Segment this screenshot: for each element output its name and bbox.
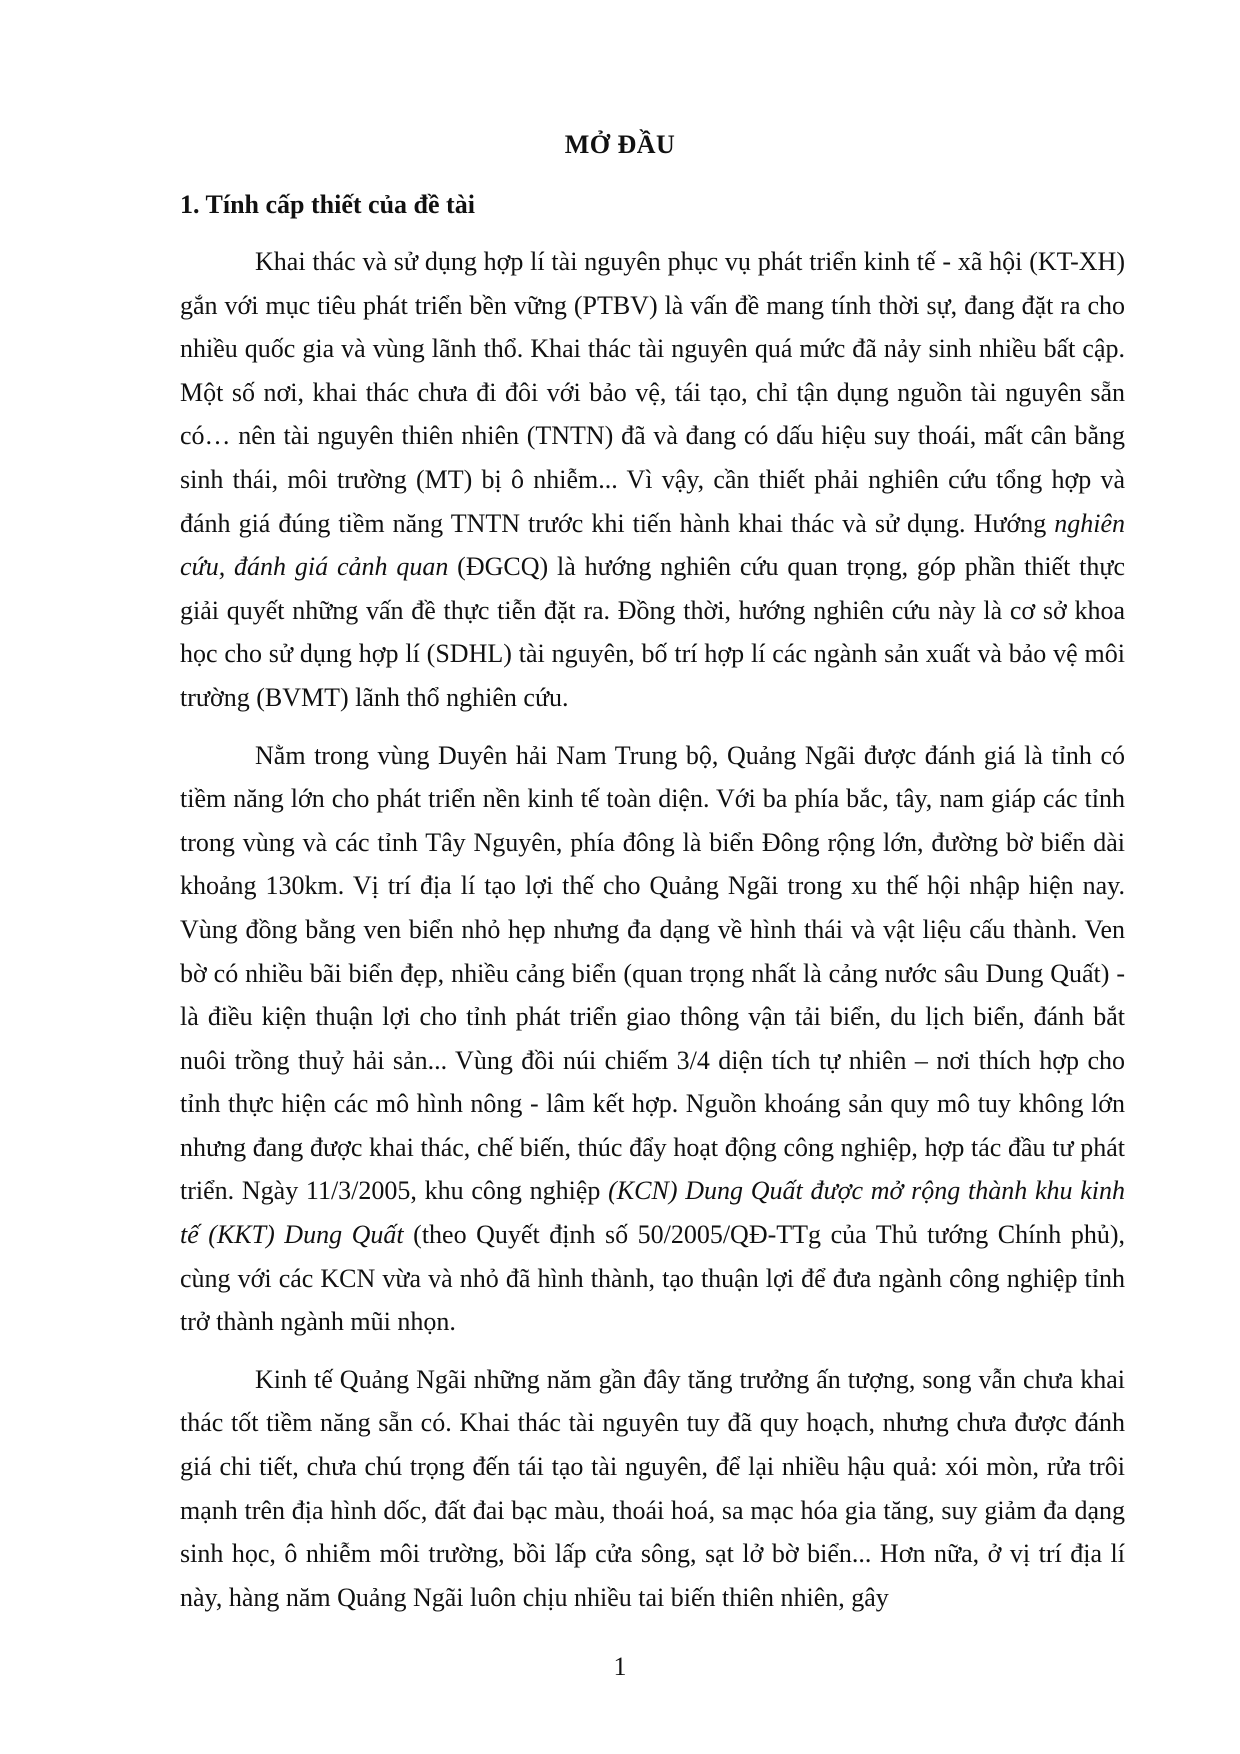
paragraph-1-italic: nghiên cứu, đánh giá cảnh quan [180,508,1125,582]
paragraph-3 [180,1358,1125,1620]
paragraph-2-text-a: Nằm trong vùng Duyên hải Nam Trung bộ, Quảng Ngãi được đánh giá là tỉnh có tiềm năng lớn cho phát triển nền kinh tế toàn diện. Với ba phía bắc, tây, nam giáp các tỉnh trong vùng và các tỉnh Tây Nguyên, phía đông là biển Đông rộng lớn, đường bờ biển dài khoảng 130km. Vị trí địa lí tạo lợi thế cho Quảng Ngãi trong xu thế hội nhập hiện nay. Vùng đồng bằng ven biển nhỏ hẹp nhưng đa dạng về hình thái và vật liệu cấu thành. Ven bờ có nhiều bãi biển đẹp, nhiều cảng biển (quan trọng nhất là cảng nước sâu Dung Quất) - là điều kiện thuận lợi cho tỉnh phát triển giao thông vận tải biển, du lịch biển, đánh bắt nuôi trồng thuỷ hải sản... Vùng đồi núi chiếm 3/4 diện tích tự nhiên – nơi thích hợp cho tỉnh thực hiện các mô hình nông - lâm kết hợp. Nguồn khoáng sản quy mô tuy không lớn nhưng đang được khai thác, chế biến, thúc đẩy hoạt động công nghiệp, hợp tác đầu tư phát triển. Ngày 11/3/2005, khu công nghiệp [180,740,1125,1206]
section-heading: 1. Tính cấp thiết của đề tài [180,190,475,219]
paragraph-2-italic: (KCN) Dung Quất được mở rộng thành khu kinh tế (KKT) Dung Quất [180,1176,1126,1250]
paragraph-2-text-c: (theo Quyết định số 50/2005/QĐ-TTg của Thủ tướng Chính phủ), cùng với các KCN vừa và nhỏ đã hình thành, tạo thuận lợi để đưa ngành công nghiệp tỉnh trở thành ngành mũi nhọn. [180,1220,1126,1337]
body-text [180,240,1125,1619]
paragraph-1 [180,240,1125,720]
paragraph-1-text-c: (ĐGCQ) là hướng nghiên cứu quan trọng, góp phần thiết thực giải quyết những vấn đề thực tiễn đặt ra. Đồng thời, hướng nghiên cứu này là cơ sở khoa học cho sử dụng hợp lí (SDHL) tài nguyên, bố trí hợp lí các ngành sản xuất và bảo vệ môi trường (BVMT) lãnh thổ nghiên cứu. [180,552,1126,712]
paragraph-3-text-a: Kinh tế Quảng Ngãi những năm gần đây tăng trưởng ấn tượng, song vẫn chưa khai thác tốt tiềm năng sẵn có. Khai thác tài nguyên tuy đã quy hoạch, nhưng chưa được đánh giá chi tiết, chưa chú trọng đến tái tạo tài nguyên, để lại nhiều hậu quả: xói mòn, rửa trôi mạnh trên địa hình dốc, đất đai bạc màu, thoái hoá, sa mạc hóa gia tăng, suy giảm đa dạng sinh học, ô nhiễm môi trường, bồi lấp cửa sông, sạt lở bờ biển... Hơn nữa, ở vị trí địa lí này, hàng năm Quảng Ngãi luôn chịu nhiều tai biến thiên nhiên, gây [180,1364,1125,1612]
page-number: 1 [613,1652,627,1681]
paragraph-1-text-a: Khai thác và sử dụng hợp lí tài nguyên phục vụ phát triển kinh tế - xã hội (KT-XH) gắn với mục tiêu phát triển bền vững (PTBV) là vấn đề mang tính thời sự, đang đặt ra cho nhiều quốc gia và vùng lãnh thổ. Khai thác tài nguyên quá mức đã nảy sinh nhiều bất cập. Một số nơi, khai thác chưa đi đôi với bảo vệ, tái tạo, chỉ tận dụng nguồn tài nguyên sẵn có… nên tài nguyên thiên nhiên (TNTN) đã và đang có dấu hiệu suy thoái, mất cân bằng sinh thái, môi trường (MT) bị ô nhiễm... Vì vậy, cần thiết phải nghiên cứu tổng hợp và đánh giá đúng tiềm năng TNTN trước khi tiến hành khai thác và sử dụng. Hướng [180,247,1125,538]
paragraph-2 [180,734,1125,1344]
page-title: MỞ ĐẦU [564,130,676,159]
